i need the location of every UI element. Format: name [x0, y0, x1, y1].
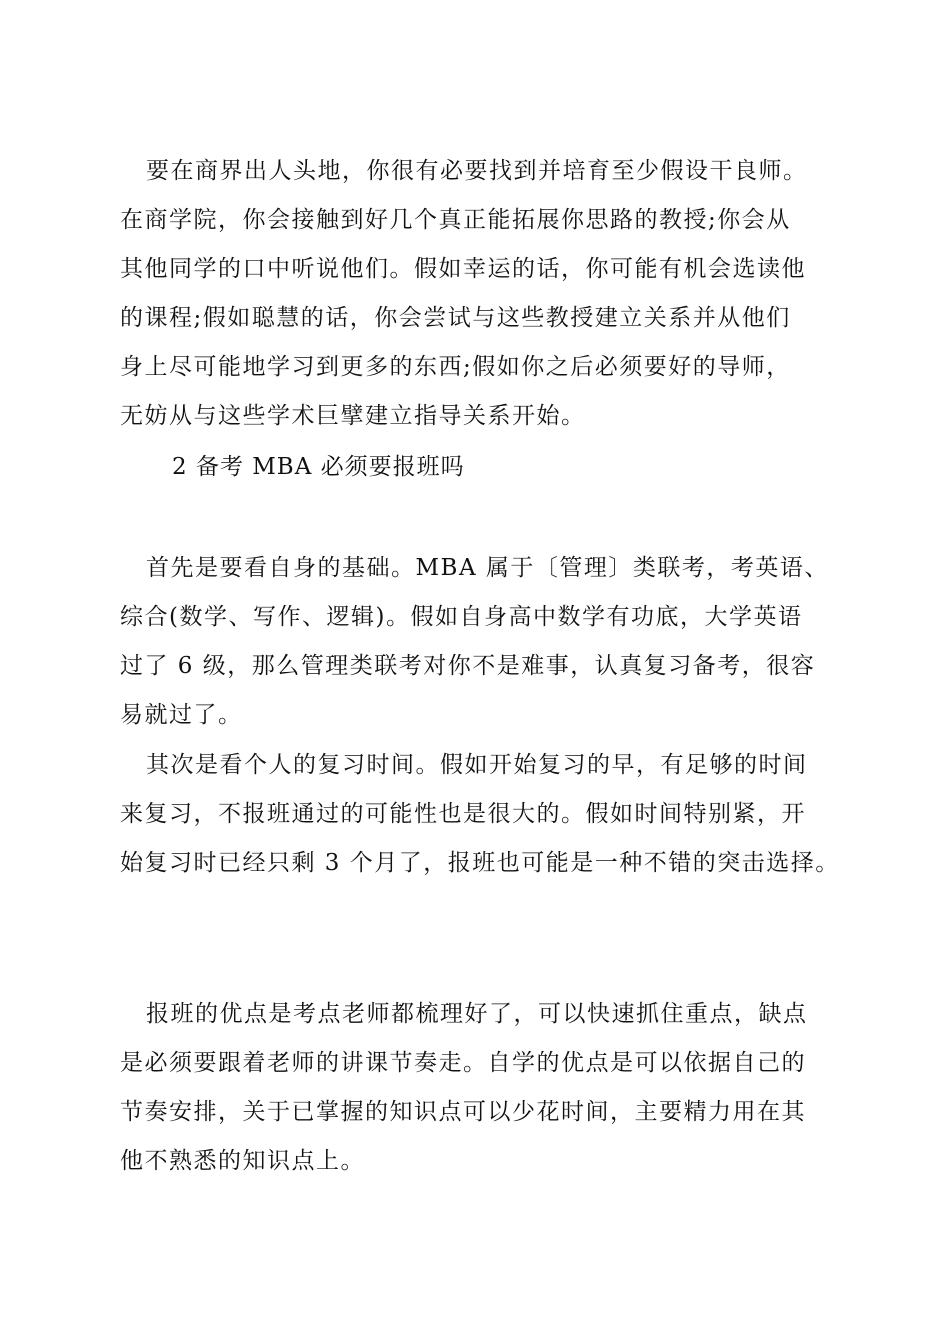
- paragraph-line: 他不熟悉的知识点上。: [120, 1148, 365, 1174]
- paragraph-line: 过了 6 级，那么管理类联考对你不是难事，认真复习备考，很容: [120, 653, 816, 679]
- paragraph-pros-cons: [120, 990, 850, 1186]
- paragraph-line: 其次是看个人的复习时间。假如开始复习的早，有足够的时间: [146, 752, 808, 778]
- paragraph-line: 是必须要跟着老师的讲课节奏走。自学的优点是可以依据自己的: [120, 1050, 806, 1076]
- paragraph-review-time: [120, 741, 850, 888]
- paragraph-line: 综合(数学、写作、逻辑)。假如自身高中数学有功底，大学英语: [120, 604, 803, 630]
- paragraph-line: 在商学院，你会接触到好几个真正能拓展你思路的教授;你会从: [120, 207, 791, 233]
- paragraph-line: 要在商界出人头地，你很有必要找到并培育至少假设干良师。: [146, 158, 808, 184]
- paragraph-line: 易就过了。: [120, 702, 243, 728]
- paragraph-line: 报班的优点是考点老师都梳理好了，可以快速抓住重点，缺点: [146, 1001, 808, 1027]
- paragraph-foundation: [120, 544, 850, 740]
- paragraph-line: 首先是要看自身的基础。MBA 属于〔管理〕类联考，考英语、: [146, 555, 829, 581]
- paragraph-line: 节奏安排，关于已掌握的知识点可以少花时间，主要精力用在其: [120, 1099, 806, 1125]
- paragraph-mentors: [120, 147, 850, 441]
- paragraph-line: 来复习，不报班通过的可能性也是很大的。假如时间特别紧，开: [120, 801, 806, 827]
- paragraph-line: 始复习时已经只剩 3 个月了，报班也可能是一种不错的突击选择。: [120, 850, 840, 876]
- section-heading: 2 备考 MBA 必须要报班吗: [172, 454, 465, 480]
- paragraph-line: 无妨从与这些学术巨擘建立指导关系开始。: [120, 403, 586, 429]
- paragraph-line: 的课程;假如聪慧的话，你会尝试与这些教授建立关系并从他们: [120, 305, 791, 331]
- paragraph-line: 身上尽可能地学习到更多的东西;假如你之后必须要好的导师，: [120, 354, 791, 380]
- paragraph-line: 其他同学的口中听说他们。假如幸运的话，你可能有机会选读他: [120, 256, 806, 282]
